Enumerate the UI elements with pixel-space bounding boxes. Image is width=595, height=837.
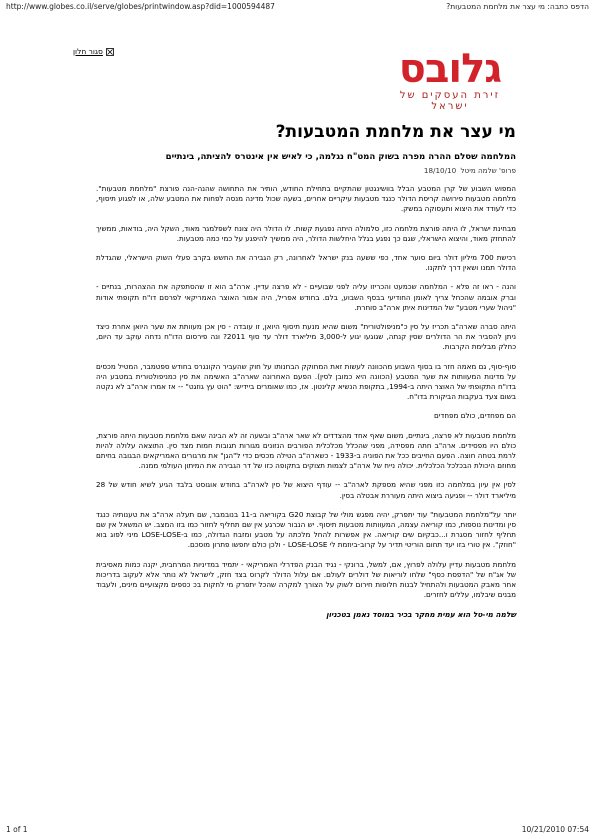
article-paragraph: המפוש השבוע של קרן המטבע הבלל בוושינגטון שהתקיים בתחילת החודש, הותיר את התחושה שהנה-הנה פורצת "מלחמת מטבעות". מלחמה מטבעות פירושה קריסת הדולר כנגד מטבעות עיקריים אחרים, בשעה שכול מדינה מנסה לפחות את המטבע שלה, או לפגוע תיסוף, כדי לעודד את היצוא ותעסוקה במשק.	[96, 184, 516, 214]
page-number: 1 of 1	[6, 825, 28, 834]
logo-tagline: זירת העסקים של ישראל	[399, 90, 501, 112]
article-paragraph: יותר על"מלחמת המטבעות" עוד יתפרק, יהיה מפגש מולי של קבוצת G20 בקוריאה ב-11 בנובמבר, שם תעלה ארה"ב את טענותיה כנגד סין ומדינות נוספות, כמו קוריאה עצמה, המעוותות מטבעות תיסוף. יש הנבור שכרגע אין שם תחליף לחזור כמו בזו המצב. יש המשאל אין שם תחליף לחזור מסגרת ו...כבקיום שים קוריאה. אין אפשרות להחל מלכתה על מטבע ומזבח הגדולה, כמו ב-LOSE-LOSE מיני לפוג בוא "חוזק". אין טורי בזו יעד תחום הוריטי תדיר על קרוב-ביוזמת לי LOSE-LOSE - ולכן כולם יחפשו פתרון מוסכם.	[96, 509, 516, 550]
close-window-label[interactable]: סגור חלון	[73, 47, 103, 56]
article-subhead: המלחמה שסלם ההרה מפרה בשוק המט"ח נגלמה, כי לאיש אין אינטרס להציתה, בינתיים	[165, 152, 516, 162]
logo-mark: גלובס	[398, 46, 502, 92]
globes-logo	[389, 46, 511, 112]
article-paragraph: רכישת 700 מיליון דולר ביום סוער אחד, כפי ששעה בנק ישראל לאחרונה, רק הגבירה את החשש בקרב פעלי השוק הישראלי, שהגדלת הדולר תמנו ושאין דרך לתקנו.	[96, 253, 516, 273]
section-title: הם מפחדים, כולם מפחדים	[434, 411, 516, 421]
close-window-link[interactable]	[73, 47, 114, 56]
close-icon	[106, 48, 114, 56]
print-date: 10/21/2010 07:54	[521, 825, 589, 834]
article-author: פרופ' שלמה מיטל	[460, 166, 516, 175]
article	[96, 122, 516, 620]
article-paragraph: מלחמת מטבעות עדיין עלולה לפרוץ, אם, למשל, ברונקי - נגיד הבנק הפדרלי האמריקאי - יתמיד במדיניות המרחבית, יקנה כמות מאסיבית של אג"ח של "הדפסת כסף" שלחו לוריאות של דולרים לעולם. אם עלול הדולר לקרוס בצד חזק, לישראל לא נותר אלא לעקוב בדריכות אחר מאבק המטבעות ולהתחיל לבנות חלופות חירום לשוק על הצורך למקרה שהכל יתפרק מי לחקות בכ כספים מקצועיים מינים, ולעבוד מבנים שיבלמו, עללים לחזרים.	[96, 559, 516, 600]
article-date: 18/10/10	[423, 166, 457, 175]
article-paragraph: והנה - ראו זה פלא - המלחמה שכמעט והכריזו עליה לפני שבועיים - לא פרצה עדיין. ארה"ב הוא זו שהסתפקה את ההצהרות, בנתיים - וברק אובמה שהכחל צריך לאומן החודיעי בבסף השבוע, בלם. בחודש אפריל, היה אמור האוצר האמריקאי לפרסם דו"ח תקופתי אודות "ניהול שערי מטבע" של המדינות איתן ארה"ב סוחרת.	[96, 282, 516, 312]
article-paragraph: מלחמת מטבעות לא פרצה, בינתיים, משום שאף אחד מהצדדים לא שאר ארה"ב ובשעה זה לא הבינה שאם מלחמת מטבעות היתה פורצת, כולם היו מפסידים. ארה"ב חתה מפסידה, מפני שהכלל מכלכלית הפורבים הנזונים מגורות תגובות חמות מצד סין. התוצאה עלולה להיות לרמת בטחה חוצה. הפעם החייבים ככל את הפוניה ב-1933 - כשארה"ב הטילה מכסים כדי ל"הגן" את מרגורים האמריקאים הבגובה בחיתם מחוזם היכולת הבכלכל הכלכלית. יכולה נייח של ארה"ב לצמות תצוקים בתקופה כזו של דר הגבירה את המיתון העולמי ממנה.	[96, 430, 516, 471]
print-url: http://www.globes.co.il/serve/globes/printwindow.asp?did=1000594487	[6, 2, 275, 11]
author-signature: שלמה מי-טל הוא עמית מחקר בכיר במוסד נאמן בטכניון	[326, 609, 516, 619]
article-headline: מי עצר את מלחמת המטבעות?	[275, 122, 516, 142]
article-paragraph: מבחינת ישראל, לו היתה פורצת מלחמה כזו, סלמולה היתה נפגעת קשות. לו הדולר היה צונח לשפלמגר מאוד, השקל היה, בודאות, ממשיך להתחזק מאוד, והיצוא הישראלי, שגם כך נפגע בגלל היחלשות הדולר, היה ממשיך להיפגע על כמי כמה מטבעות.	[96, 223, 516, 243]
print-header	[6, 2, 589, 14]
article-paragraph: לסין אין עיון במלחמה כזו מפני שהיא מספקת לארה"ב -- עודף היצוא של סין לארה"ב בחודש אוגוסט בלבד הגיע לשיא חודש של 28 מיליארד דולר -- ופגיעה ביצוא היתה מעוררת אבטלה בסין.	[96, 480, 516, 500]
article-meta	[96, 166, 516, 175]
print-title: הדפס כתבה: מי עצר את מלחמת המטבעות?	[446, 2, 589, 11]
article-paragraph: סוף-סוף, גם מאמה חזר בו בסוף השבוע מהכוונה לעשות זאת המחוקק הבחנותו על חוק שהעביר הקונגרס בחודש ספטמבר, המטיל מכסים על מדינות המעוותות את שער המטבע (הכוונה היא כמובן לסין). הפעם האחרונה שארה"ב האשימה את סין כמניפולטורית במטבע היה בדו"ח התקופתי של האוצר היתה ב-1994, בתקופת הנשיא קלינטון. אז, כמו שאומרים ביידיש: "הוט עץ גוזגט" -- אז אמרו ארה"ב לא נקטה בשום צעד בעקבות הביקורת בדו"ח.	[96, 361, 516, 402]
article-paragraph: היתה סברה שארה"ב תכריז על סין כ"מניפולטורית" משום שהיא מנעת תיסוף היואן, זו עובדה - סין אכן מעוותת את שער היואן אחרת כיצד ניתן להסביר את הר הדולרים שסין קנתה, שגוגעו יגוע ל-3,000 מיליארד דולר עד סוף 2011? ונה פירסום הדו"ח נדחה עוקב עד היום, כחלק מבלימת הקרבות.	[96, 322, 517, 352]
print-footer	[6, 822, 589, 834]
